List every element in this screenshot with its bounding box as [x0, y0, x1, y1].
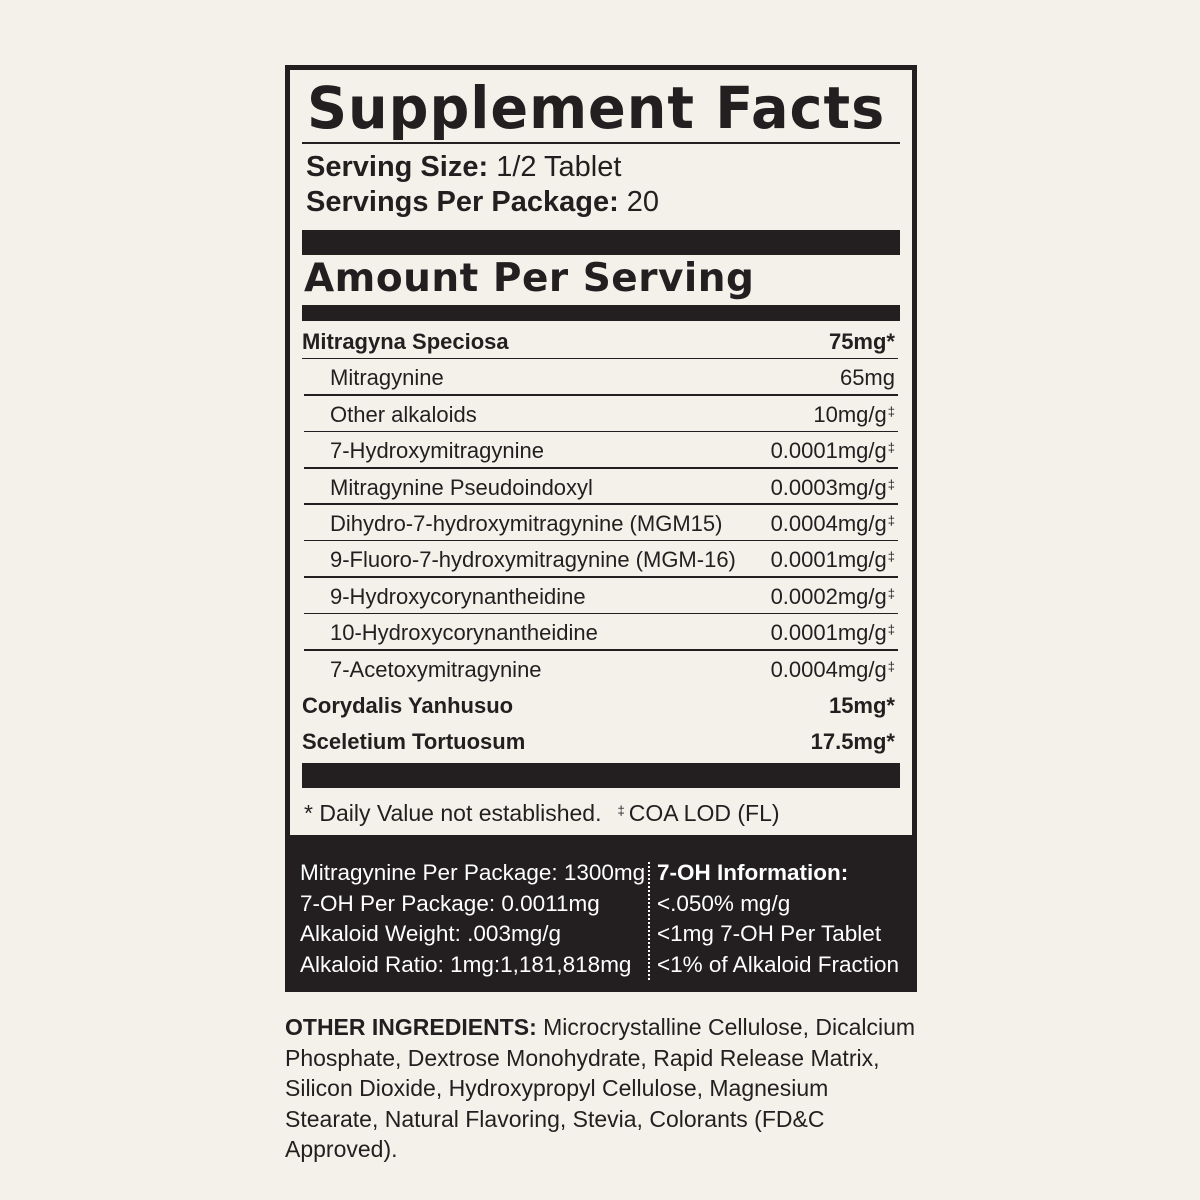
coa-note: COA LOD (FL) — [628, 800, 780, 826]
ingredient-amount — [811, 729, 895, 755]
ingredient-amount — [771, 438, 895, 464]
ingredient-dagger-mark: ‡ — [887, 549, 895, 565]
ingredient-dagger-mark: ‡ — [887, 476, 895, 492]
dagger-symbol: ‡ — [617, 803, 625, 818]
ingredient-row — [290, 687, 912, 723]
seven-oh-info-column — [657, 858, 899, 980]
ingredient-amount — [840, 365, 895, 391]
ingredient-name: 9-Hydroxycorynantheidine — [330, 583, 586, 609]
ingredient-table — [290, 323, 912, 760]
ingredient-amount-value: 0.0001mg/g — [770, 620, 887, 646]
info-line: <.050% mg/g — [657, 890, 791, 916]
ingredient-row — [290, 359, 912, 395]
ingredient-row — [290, 614, 912, 650]
ingredient-dagger-mark: ‡ — [887, 440, 895, 456]
thick-divider-bottom — [302, 763, 900, 788]
ingredient-row — [290, 323, 912, 359]
ingredient-row — [290, 432, 912, 468]
info-line: Alkaloid Weight: .003mg/g — [300, 921, 561, 946]
info-line: 7-OH Per Package: 0.0011mg — [300, 890, 600, 916]
ingredient-name: 9-Fluoro-7-hydroxymitragynine (MGM-16) — [330, 547, 736, 573]
ingredient-row — [290, 505, 912, 541]
daily-value-note: * Daily Value not established. — [304, 800, 602, 826]
ingredient-amount-value: 0.0004mg/g — [770, 510, 887, 536]
thick-divider-top — [302, 230, 900, 255]
medium-divider — [302, 305, 900, 321]
ingredient-row — [290, 541, 912, 577]
supplement-facts-panel — [285, 65, 917, 840]
ingredient-name: Dihydro-7-hydroxymitragynine (MGM15) — [330, 510, 723, 536]
info-line: Alkaloid Ratio: 1mg:1,181,818mg — [300, 951, 632, 977]
footnote — [304, 800, 780, 827]
ingredient-amount — [771, 657, 895, 683]
ingredient-amount — [829, 693, 895, 719]
ingredient-amount-value: 0.0001mg/g — [770, 547, 887, 573]
serving-size-value: 1/2 Tablet — [496, 151, 622, 183]
ingredient-dagger-mark: ‡ — [887, 658, 895, 674]
ingredient-amount-value: 17.5mg* — [810, 729, 895, 755]
ingredient-name: 10-Hydroxycorynantheidine — [330, 620, 598, 646]
ingredient-row — [290, 469, 912, 505]
title-rule — [302, 142, 900, 144]
ingredient-name: Sceletium Tortuosum — [302, 729, 526, 755]
ingredient-row — [290, 651, 912, 687]
servings-per-package — [306, 185, 659, 219]
ingredient-amount-value: 0.0003mg/g — [770, 474, 887, 500]
dotted-divider — [648, 862, 650, 980]
ingredient-amount-value: 65mg — [839, 365, 895, 391]
ingredient-amount — [771, 475, 895, 501]
ingredient-dagger-mark: ‡ — [887, 403, 895, 419]
ingredient-name: 7-Acetoxymitragynine — [330, 656, 542, 682]
ingredient-amount — [771, 620, 895, 646]
ingredient-amount-value: 0.0002mg/g — [770, 583, 887, 609]
serving-size-label: Serving Size: — [306, 151, 489, 183]
amount-per-serving-heading: Amount Per Serving — [304, 256, 755, 301]
ingredient-dagger-mark: ‡ — [887, 512, 895, 528]
servings-per-package-value: 20 — [626, 186, 660, 218]
info-line: <1% of Alkaloid Fraction — [657, 951, 900, 977]
ingredient-name: 7-Hydroxymitragynine — [330, 438, 544, 464]
ingredient-amount-value: 0.0001mg/g — [770, 438, 887, 464]
ingredient-row — [290, 396, 912, 432]
ingredient-amount — [771, 584, 895, 610]
seven-oh-heading: 7-OH Information: — [657, 860, 849, 885]
other-ingredients-label: OTHER INGREDIENTS: — [285, 1014, 537, 1040]
ingredient-name: Other alkaloids — [330, 401, 477, 427]
ingredient-name: Corydalis Yanhusuo — [302, 692, 514, 718]
info-line: Mitragynine Per Package: 1300mg — [300, 860, 646, 885]
ingredient-amount — [829, 329, 895, 355]
alkaloid-info-box — [285, 840, 917, 992]
ingredient-name: Mitragyna Speciosa — [302, 329, 509, 354]
ingredient-name: Mitragynine — [330, 365, 444, 391]
ingredient-amount — [813, 402, 895, 428]
servings-per-package-label: Servings Per Package: — [306, 186, 619, 218]
ingredient-dagger-mark: ‡ — [887, 585, 895, 601]
package-info-column — [300, 858, 645, 980]
panel-title: Supplement Facts — [307, 74, 886, 142]
other-ingredients — [285, 1012, 925, 1165]
ingredient-name: Mitragynine Pseudoindoxyl — [330, 474, 593, 500]
ingredient-amount-value: 10mg/g — [813, 401, 887, 427]
ingredient-dagger-mark: ‡ — [887, 622, 895, 638]
ingredient-amount — [771, 547, 895, 573]
ingredient-row — [290, 578, 912, 614]
ingredient-amount-value: 15mg* — [828, 692, 895, 718]
ingredient-row — [290, 723, 912, 759]
info-line: <1mg 7-OH Per Tablet — [657, 921, 882, 946]
ingredient-amount — [771, 511, 895, 537]
other-ingredients-text: Microcrystalline Cellulose, Dicalcium Phosphate, Dextrose Monohydrate, Rapid Release Matrix, Silicon Dioxide, Hydroxypropyl Cellulose, Magnesium Stearate, Natural Flavoring, Stevia, Colorants (FD&C Approved). — [285, 1014, 916, 1162]
ingredient-amount-value: 0.0004mg/g — [770, 656, 887, 682]
ingredient-amount-value: 75mg* — [828, 329, 895, 354]
serving-size — [306, 150, 621, 184]
